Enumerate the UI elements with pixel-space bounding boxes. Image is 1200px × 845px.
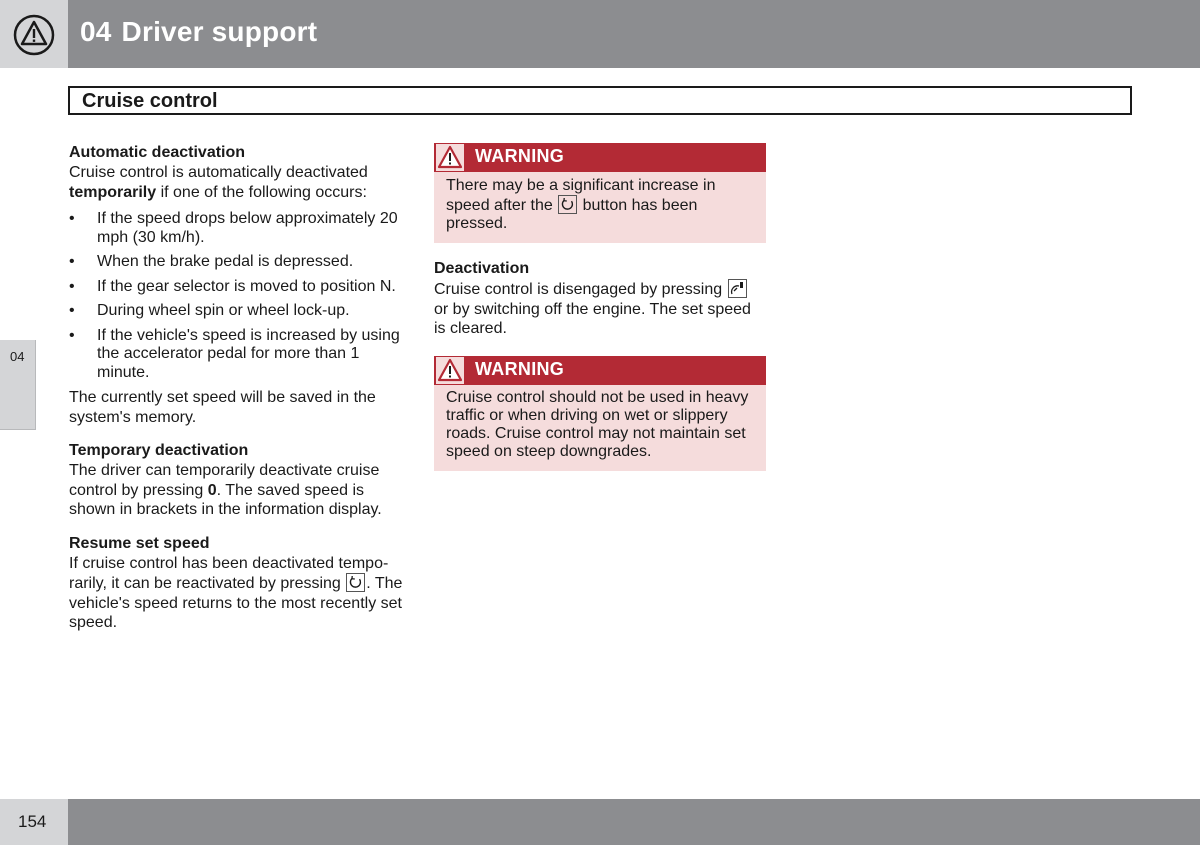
header-icon-box [0,0,68,68]
resume-arrow-icon [348,575,363,590]
resume-button-glyph [558,195,577,214]
warning-triangle-icon [436,144,464,171]
intro-text-end: if one of the following occurs: [156,183,367,201]
temp-text-end: . The saved speed is shown in brackets in the information display. [69,481,382,518]
intro-bold: temporarily [69,183,157,201]
chapter-side-tab [0,340,36,430]
list-item: • If the gear selector is moved to position N. [69,278,409,297]
temp-text: The driver can temporarily deactivate cruise control by pressing [69,462,380,499]
warning-text: Cruise control should not be used in heavy traffic or when driving on wet or slippery roads. Cruise control may not maintain set speed on steep downgrades. [446,388,749,460]
auto-deactivation-intro [69,163,409,202]
right-column [434,143,766,471]
warning-triangle-icon [436,357,464,384]
resume-text-end: . The vehicle's speed returns to the most recently set speed. [69,575,403,631]
warning-header [434,143,766,172]
warning-text [434,172,766,243]
warning-box-traffic [434,356,766,471]
chapter-title [80,16,317,48]
resume-text [69,554,409,633]
section-title-box [68,86,1132,115]
deactivation-heading: Deactivation [434,260,530,277]
list-item: • If the vehicle's speed is increased by using the accelerator pedal for more than 1 minute. [69,327,409,383]
warning-box-speed-increase [434,143,766,243]
deactivation-text [434,279,766,339]
section-title: Cruise control [82,90,218,112]
side-tab-label: 04 [10,349,25,364]
page-number-box [0,799,68,845]
cruise-off-icon [730,281,745,296]
page-footer [0,799,1200,845]
cruise-off-button-glyph [728,279,747,298]
resume-button-glyph [346,573,365,592]
deactivation-conditions-list [69,210,409,382]
warning-label: WARNING [475,146,565,166]
warning-text-end: button has been pressed. [446,197,698,232]
resume-heading: Resume set speed [69,534,210,552]
deactivation-text-start: Cruise control is disengaged by pressing [434,281,727,298]
zero-key-label: 0 [207,481,217,499]
warning-text-start: There may be a significant increase in speed after the [446,177,716,214]
resume-arrow-icon [560,197,575,212]
chapter-number: 04 [80,16,112,47]
warning-header [434,356,766,385]
warning-label: WARNING [475,358,565,379]
chapter-header [0,0,1200,68]
chapter-title-text: Driver support [121,16,318,47]
deactivation-text-end: or by switching off the engine. The set speed is cleared. [434,300,751,337]
list-item: • During wheel spin or wheel lock-up. [69,302,409,321]
warning-triangle-icon [13,14,55,56]
resume-text-start: If cruise control has been deactivated tempo-rarily, it can be reactivated by pressing [69,554,389,592]
memory-note: The currently set speed will be saved in the system's memory. [69,389,376,426]
list-item: • When the brake pedal is depressed. [69,253,409,272]
list-item: • If the speed drops below approximately 20 mph (30 km/h). [69,210,409,247]
page-number: 154 [18,812,47,831]
intro-text: Cruise control is automatically deactivated [69,164,368,181]
auto-deactivation-heading: Automatic deactivation [69,144,246,161]
left-column [69,143,409,633]
temporary-deactivation-text [69,461,409,520]
temporary-deactivation-heading: Temporary deactivation [69,442,249,459]
